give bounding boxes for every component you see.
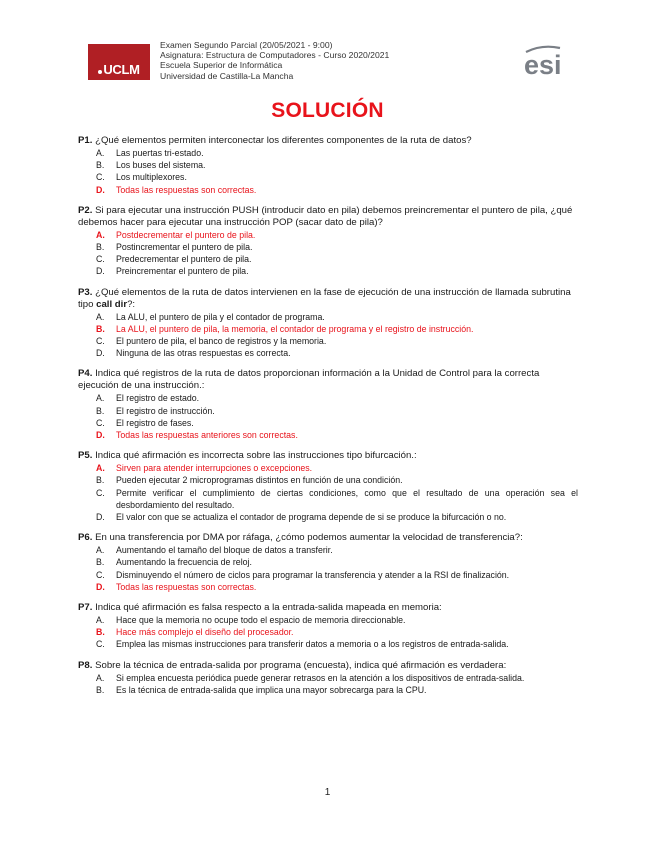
answer-option	[78, 511, 578, 523]
option-letter: B.	[96, 323, 105, 334]
option-letter: A.	[96, 463, 105, 474]
option-text: El registro de fases.	[116, 417, 194, 428]
uclm-logo	[88, 44, 150, 80]
answer-option-correct	[78, 229, 578, 241]
uclm-logo-dot-icon	[98, 70, 102, 74]
option-text: Predecrementar el puntero de pila.	[116, 254, 252, 265]
option-text: Todas las respuestas son correctas.	[116, 581, 257, 592]
option-text: La ALU, el puntero de pila y el contador de programa.	[116, 311, 325, 322]
option-letter: C.	[96, 172, 105, 183]
option-letter: A.	[96, 229, 105, 240]
option-letter: B.	[96, 557, 105, 568]
question-number: P1.	[78, 135, 93, 146]
option-text: Aumentando la frecuencia de reloj.	[116, 557, 252, 568]
exam-info-line: Examen Segundo Parcial (20/05/2021 - 9:00)	[160, 40, 333, 50]
answer-option	[78, 684, 578, 696]
answer-option	[78, 311, 578, 323]
option-text: Sirven para atender interrupciones o excepciones.	[116, 463, 313, 474]
option-letter: C.	[96, 487, 105, 498]
option-letter: A.	[96, 311, 105, 322]
option-letter: A.	[96, 545, 105, 556]
question-stem	[78, 602, 578, 614]
option-text: Pueden ejecutar 2 microprogramas distintos en función de una condición.	[116, 475, 403, 486]
answer-option	[78, 638, 578, 650]
option-letter: B.	[96, 405, 105, 416]
option-text: Aumentando el tamaño del bloque de datos a transferir.	[116, 545, 333, 556]
option-text: Todas las respuestas son correctas.	[116, 184, 257, 195]
answer-option	[78, 544, 578, 556]
esi-logo	[522, 44, 578, 80]
option-letter: C.	[96, 569, 105, 580]
answer-option-correct	[78, 184, 578, 196]
question-8	[78, 660, 578, 696]
option-letter: D.	[96, 266, 105, 277]
answer-option	[78, 335, 578, 347]
question-number: P8.	[78, 659, 93, 671]
option-text: Si emplea encuesta periódica puede generar retrasos en la atención a los dispositivos de entrada-salida.	[116, 672, 525, 683]
answer-option	[78, 265, 578, 277]
question-number: P6.	[78, 532, 93, 544]
answer-option	[78, 487, 578, 511]
question-code: call dir	[96, 298, 128, 310]
question-text: Indica qué afirmación es falsa respecto a la entrada-salida mapeada en memoria:	[95, 602, 442, 614]
question-4	[78, 368, 578, 441]
option-text: Los buses del sistema.	[116, 160, 206, 171]
answer-option	[78, 417, 578, 429]
question-stem	[78, 287, 578, 311]
answer-option	[78, 241, 578, 253]
option-text: La ALU, el puntero de pila, la memoria, el contador de programa y el registro de instrucción.	[116, 323, 474, 334]
exam-info-line: Escuela Superior de Informática	[160, 60, 283, 71]
option-letter: C.	[96, 639, 105, 650]
answer-option-correct	[78, 429, 578, 441]
option-text: Es la técnica de entrada-salida que implica una mayor sobrecarga para la CPU.	[116, 684, 427, 695]
answer-option	[78, 147, 578, 159]
exam-info-line: Universidad de Castilla-La Mancha	[160, 70, 294, 81]
exam-header	[88, 38, 578, 88]
esi-logo-text: esi	[524, 50, 562, 80]
option-letter: A.	[96, 393, 105, 404]
option-letter: C.	[96, 417, 105, 428]
question-1	[78, 135, 578, 196]
option-letter: D.	[96, 430, 105, 441]
option-letter: A.	[96, 615, 105, 626]
option-text: El puntero de pila, el banco de registros y la memoria.	[116, 336, 327, 347]
answer-option	[78, 556, 578, 568]
answer-option	[78, 672, 578, 684]
option-text: Postdecrementar el puntero de pila.	[116, 229, 256, 240]
question-number: P3.	[78, 286, 93, 298]
question-7	[78, 602, 578, 651]
answer-option	[78, 569, 578, 581]
option-letter: D.	[96, 184, 105, 195]
uclm-logo-text: UCLM	[103, 62, 140, 77]
option-text: Emplea las mismas instrucciones para transferir datos a memoria o a los registros de entrada-salida.	[116, 639, 509, 650]
option-text: El registro de instrucción.	[116, 405, 215, 416]
question-number: P5.	[78, 450, 93, 462]
page-title: SOLUCIÓN	[271, 99, 384, 122]
option-text: El registro de estado.	[116, 393, 200, 404]
answer-option	[78, 159, 578, 171]
page-number: 1	[324, 787, 331, 798]
question-list	[78, 135, 578, 705]
question-number: P7.	[78, 602, 93, 614]
option-text: Disminuyendo el número de ciclos para programar la transferencia y atender a la RSI de finalización.	[116, 569, 510, 580]
question-text: ¿Qué elementos de la ruta de datos intervienen en la fase de ejecución de una instrucción de llamada subrutina tipo	[78, 286, 571, 310]
option-letter: D.	[96, 348, 105, 359]
option-letter: A.	[96, 148, 105, 158]
answer-option	[78, 405, 578, 417]
option-text: Postincrementar el puntero de pila.	[116, 242, 253, 253]
option-letter: C.	[96, 336, 105, 347]
question-stem	[78, 368, 578, 392]
option-letter: B.	[96, 475, 105, 486]
option-letter: D.	[96, 581, 105, 592]
answer-option-correct	[78, 323, 578, 335]
option-letter: A.	[96, 672, 105, 683]
exam-info-line: Asignatura: Estructura de Computadores - Curso 2020/2021	[160, 50, 390, 61]
question-text: Indica qué afirmación es incorrecta sobre las instrucciones tipo bifurcación.:	[95, 450, 417, 462]
question-text: En una transferencia por DMA por ráfaga, ¿cómo podemos aumentar la velocidad de transferencia?:	[95, 532, 523, 544]
option-text: Hace más complejo el diseño del procesador.	[116, 627, 294, 638]
answer-option	[78, 614, 578, 626]
answer-option	[78, 474, 578, 486]
question-stem	[78, 450, 578, 462]
answer-option-correct	[78, 462, 578, 474]
option-letter: B.	[96, 627, 105, 638]
option-text: Todas las respuestas anteriores son correctas.	[116, 430, 298, 441]
option-text: Permite verificar el cumplimiento de ciertas condiciones, como que el resultado de una operación sea el desbordamiento del resultado.	[116, 487, 578, 510]
option-text: Ninguna de las otras respuestas es correcta.	[116, 348, 291, 359]
question-text-end: ?:	[127, 298, 136, 310]
option-letter: B.	[96, 684, 105, 695]
exam-info	[160, 40, 389, 81]
answer-option	[78, 392, 578, 404]
option-text: Preincrementar el puntero de pila.	[116, 266, 249, 277]
question-2	[78, 205, 578, 278]
option-text: Las puertas tri-estado.	[116, 148, 204, 158]
question-3	[78, 287, 578, 360]
option-text: Hace que la memoria no ocupe todo el espacio de memoria direccionable.	[116, 615, 406, 626]
question-text: Sobre la técnica de entrada-salida por programa (encuesta), indica qué afirmación es verdadera:	[95, 659, 507, 671]
question-stem	[78, 660, 578, 672]
question-text: ¿Qué elementos permiten interconectar los diferentes componentes de la ruta de datos?	[95, 135, 472, 146]
answer-option	[78, 171, 578, 183]
question-text: Si para ejecutar una instrucción PUSH (introducir dato en pila) debemos preincrementar el puntero de pila, ¿qué debemos hacer para ejecutar una instrucción POP (sacar dato de pila)?	[78, 204, 573, 228]
question-stem	[78, 532, 578, 544]
question-stem	[78, 205, 578, 229]
answer-option-correct	[78, 581, 578, 593]
option-text: El valor con que se actualiza el contador de programa depende de si se produce la bifurcación o no.	[116, 512, 507, 523]
option-letter: B.	[96, 242, 105, 253]
option-letter: B.	[96, 160, 105, 171]
question-6	[78, 532, 578, 593]
option-letter: D.	[96, 512, 105, 523]
option-text: Los multiplexores.	[116, 172, 187, 183]
question-stem	[78, 135, 578, 147]
answer-option-correct	[78, 626, 578, 638]
question-number: P4.	[78, 368, 93, 380]
question-number: P2.	[78, 204, 93, 216]
question-5	[78, 450, 578, 523]
answer-option	[78, 347, 578, 359]
answer-option	[78, 253, 578, 265]
question-text: Indica qué registros de la ruta de datos proporcionan información a la Unidad de Control para la correcta ejecución de una instrucción.:	[78, 368, 540, 392]
option-letter: C.	[96, 254, 105, 265]
